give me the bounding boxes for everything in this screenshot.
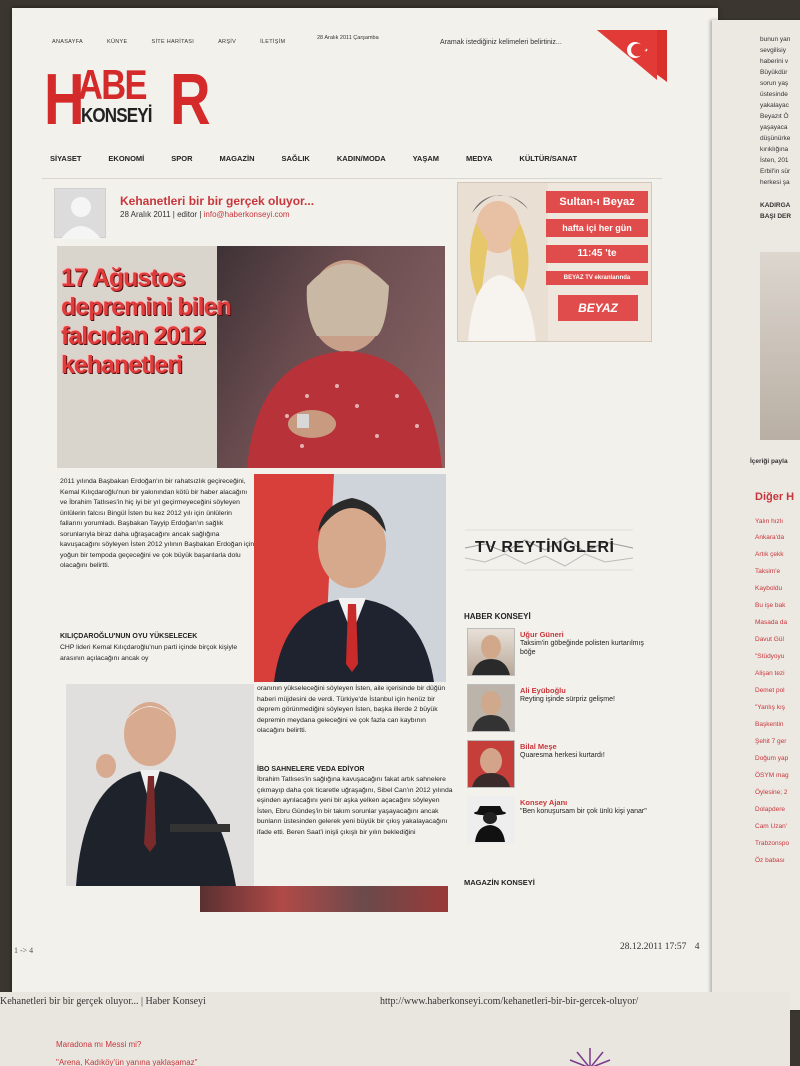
- right-link-17[interactable]: Dolapdere: [755, 806, 785, 813]
- article-subheading-1: KILIÇDAROĞLU'NUN OYU YÜKSELECEK: [60, 633, 198, 640]
- nav-home[interactable]: ANASAYFA: [52, 39, 84, 45]
- right-link-13[interactable]: Şehit 7 ger: [755, 738, 787, 745]
- right-text-9: düşünürke: [760, 135, 791, 142]
- bottom-photo-strip: [200, 886, 448, 912]
- right-text-11: İsten, 201: [760, 157, 789, 164]
- search-input[interactable]: Aramak istediğiniz kelimeleri belirtiniz...: [440, 39, 562, 46]
- right-text-4: sorun yaş: [760, 80, 789, 87]
- right-text-10: kırıklığına: [760, 146, 789, 153]
- right-link-6[interactable]: Masada da: [755, 619, 788, 626]
- hk-item-ugur-guneri[interactable]: [467, 628, 667, 678]
- hk-desc-4: "Ben konuşursam bir çok ünlü kişi yanar": [520, 808, 647, 815]
- haber-konseyi-heading: HABER KONSEYİ: [464, 612, 531, 621]
- header-date: 28 Aralık 2011 Çarşamba: [317, 35, 379, 41]
- article-date-author: 28 Aralık 2011 | editor |: [120, 210, 202, 219]
- right-text-2: haberini v: [760, 58, 789, 65]
- article-subheading-2: İBO SAHNELERE VEDA EDİYOR: [257, 766, 365, 773]
- right-text-6: yakalayac: [760, 102, 789, 109]
- hk-name-4[interactable]: Konsey Ajanı: [520, 798, 568, 807]
- cat-ekonomi[interactable]: EKONOMİ: [108, 154, 145, 163]
- article-paragraph-3: oranının yükseleceğini söyleyen İsten, aile içerisinde bir düğün haberi müjdesini de verdi. Türkiye'de İstanbul için henüz bir deprem görünmediğini söyleyen İsten, başka illerde 2 büyük depremin meydana geleceğini ve çok fazla can kaybının olacağını belirtti.: [257, 685, 446, 734]
- right-link-0[interactable]: Yalın hızlı: [755, 518, 784, 525]
- right-text-3: Büyükdür: [760, 69, 788, 76]
- page-number: 4: [694, 942, 700, 952]
- erdogan-photo: [254, 474, 446, 682]
- beyaz-tv-logo: BEYAZ: [558, 295, 638, 321]
- right-link-12[interactable]: Başkentin: [755, 721, 784, 728]
- spy-icon: [467, 796, 515, 844]
- top-navigation: [52, 39, 285, 45]
- right-link-14[interactable]: Doğum yap: [755, 755, 789, 762]
- cat-spor[interactable]: SPOR: [171, 154, 193, 163]
- sunburst-icon: [565, 1044, 615, 1066]
- right-text-12: Erbil'in sür: [760, 168, 791, 175]
- ad-title: Sultan-ı Beyaz: [546, 191, 648, 213]
- hk-item-ali-eyuboglu[interactable]: [467, 684, 667, 734]
- cat-kultur-sanat[interactable]: KÜLTÜR/SANAT: [519, 154, 578, 163]
- nav-sitemap[interactable]: SİTE HARİTASI: [151, 39, 195, 45]
- right-text-0: bunun yan: [760, 36, 791, 43]
- right-link-1[interactable]: Ankara'da: [755, 534, 785, 541]
- right-link-20[interactable]: Öz babası: [755, 857, 785, 864]
- right-link-2[interactable]: Artık çekk: [755, 551, 784, 558]
- cat-magazin[interactable]: MAGAZİN: [219, 154, 255, 163]
- right-link-16[interactable]: Öylesine; 2: [755, 789, 788, 796]
- nav-contact[interactable]: İLETİŞİM: [260, 39, 286, 45]
- right-share-label: İçeriği payla: [750, 458, 788, 465]
- nav-kunye[interactable]: KÜNYE: [107, 39, 128, 45]
- right-link-4[interactable]: Kayboldu: [755, 585, 783, 592]
- right-link-7[interactable]: Davut Gül: [755, 636, 784, 643]
- next-page-header-title: Kehanetleri bir bir gerçek oluyor... | Haber Konseyi: [0, 996, 206, 1007]
- right-link-10[interactable]: Demet pol: [755, 687, 785, 694]
- hk-name-2[interactable]: Ali Eyüboğlu: [520, 686, 566, 695]
- right-link-15[interactable]: ÖSYM mag: [755, 772, 789, 779]
- hk-name-1[interactable]: Uğur Güneri: [520, 630, 564, 639]
- site-logo[interactable]: H ABE R KONSEYİ: [44, 60, 209, 140]
- right-photo: [760, 252, 800, 440]
- right-text-5: üstesinde: [760, 91, 788, 98]
- sultan-i-beyaz-ad[interactable]: [457, 182, 652, 342]
- hk-item-bilal-mese[interactable]: [467, 740, 667, 790]
- ad-line1: hafta içi her gün: [546, 219, 648, 237]
- cat-siyaset[interactable]: SİYASET: [50, 154, 82, 163]
- right-text-13: herkesi şa: [760, 179, 790, 186]
- ali-eyuboglu-photo: [467, 684, 515, 732]
- article-paragraph-1: 2011 yılında Başbakan Erdoğan'ın bir rahatsızlık geçireceğini, Kemal Kılıçdaroğlu'nun bir yakınından kötü bir haber alacağını ve İbrahim Tatlıses'in hiç iyi bir yıl geçirmeyeceğini söyleyen ünlülerin falcısı Bingül İsten bu kez 2012 yılı için ünlülerin fallarını yorumladı. Başbakan Tayyip Erdoğan'ın sağlık sorunlarıyla biraz daha uğraşacağını ancak sağlığına kavuşacağını söyleyen İsten 2012 yılının Başbakan Erdoğan için yoğun bir tempoda geçeceğini ve çok büyük başarılarla dolu olacağını belirtti.: [60, 478, 255, 569]
- cat-medya[interactable]: MEDYA: [466, 154, 493, 163]
- kilicdaroglu-photo: [66, 684, 254, 886]
- category-nav: [50, 154, 604, 163]
- hk-item-konsey-ajani[interactable]: [467, 796, 667, 846]
- ad-time: 11:45 'te: [546, 245, 648, 263]
- right-text-8: yaşayaca: [760, 124, 788, 131]
- cat-yasam[interactable]: YAŞAM: [412, 154, 440, 163]
- right-text-1: sevgilisiy: [760, 47, 787, 54]
- bilal-mese-photo: [467, 740, 515, 788]
- right-link-5[interactable]: Bu işe bak: [755, 602, 786, 609]
- print-timestamp-value: 28.12.2011 17:57: [620, 942, 687, 952]
- nav-archive[interactable]: ARŞİV: [218, 39, 237, 45]
- next-page-link-1[interactable]: Maradona mı Messi mi?: [56, 1040, 142, 1049]
- next-page-link-2[interactable]: "Arena, Kadıköy'ün yanına yaklaşamaz": [56, 1058, 198, 1066]
- page-range: 1 -> 4: [14, 946, 34, 955]
- hk-desc-2: Reyting işinde sürpriz gelişme!: [520, 696, 615, 703]
- article-title[interactable]: Kehanetleri bir bir gerçek oluyor...: [120, 194, 315, 208]
- right-heading-kadirga: KADIRGA: [760, 202, 791, 209]
- ad-channel: BEYAZ TV ekranlarında: [546, 271, 648, 285]
- article-meta: [120, 210, 290, 219]
- next-page: [0, 992, 790, 1066]
- right-link-9[interactable]: Alişan tezi: [755, 670, 785, 677]
- magazin-konseyi-heading: MAGAZİN KONSEYİ: [464, 878, 535, 887]
- cat-kadin-moda[interactable]: KADIN/MODA: [336, 154, 386, 163]
- divider: [42, 178, 662, 179]
- cat-saglik[interactable]: SAĞLIK: [281, 154, 310, 163]
- printed-page: [12, 8, 718, 993]
- tv-ratings-title[interactable]: TV REYTİNGLERİ: [475, 539, 615, 556]
- right-link-8[interactable]: "Stüdyoyu: [755, 653, 785, 660]
- print-timestamp: [620, 942, 700, 952]
- right-diger-heading: Diğer H: [755, 491, 795, 503]
- right-text-7: Beyazıt Ö: [760, 113, 789, 120]
- ugur-guneri-photo: [467, 628, 515, 676]
- hk-desc-3: Quaresma herkesi kurtardı!: [520, 752, 605, 759]
- turkish-flag-icon: [597, 30, 667, 82]
- adjacent-page: [712, 20, 800, 1010]
- right-link-19[interactable]: Trabzonspo: [755, 840, 790, 847]
- author-avatar: [54, 188, 106, 238]
- hk-desc-1: Taksim'in göbeğinde polisten kurtarılmış böğe: [520, 640, 644, 656]
- hero-photo: [217, 246, 445, 468]
- article-email-link[interactable]: info@haberkonseyi.com: [203, 210, 290, 219]
- next-page-url: http://www.haberkonseyi.com/kehanetleri-bir-bir-gercek-oluyor/: [380, 996, 639, 1007]
- hero-image: [57, 246, 445, 468]
- right-link-3[interactable]: Taksim'e: [755, 568, 781, 575]
- right-link-18[interactable]: Cam Uzan': [755, 823, 787, 830]
- hero-headline: 17 Ağustos depremini bilen falcıdan 2012 kehanetleri: [61, 264, 231, 379]
- right-heading-basi: BAŞI DER: [760, 213, 792, 220]
- hk-name-3[interactable]: Bilal Meşe: [520, 742, 557, 751]
- right-link-11[interactable]: "Yanlış kış: [755, 704, 786, 711]
- article-paragraph-4: İbrahim Tatlıses'in sağlığına kavuşacağını fakat artık sahnelere çıkmayıp daha çok ticaretle uğraşağını, Sibel Can'ın 2012 yılında eşinden ayrılacağını yeni bir aşka yelken açacağını söyleyen İsten, Ebru Gündeş'in bir takım sorunlar yaşayacağını ancak bunların üstesinden gelerek yeni büyük bir çıkış yakalayacağını ifade etti. Beren Saat'i inişli çıkışlı bir yılın beklediğini: [257, 776, 453, 836]
- article-paragraph-2: CHP lideri Kemal Kılıçdaroğlu'nun parti içinde birçok kişiyle arasının açılacağını ancak oy: [60, 644, 238, 662]
